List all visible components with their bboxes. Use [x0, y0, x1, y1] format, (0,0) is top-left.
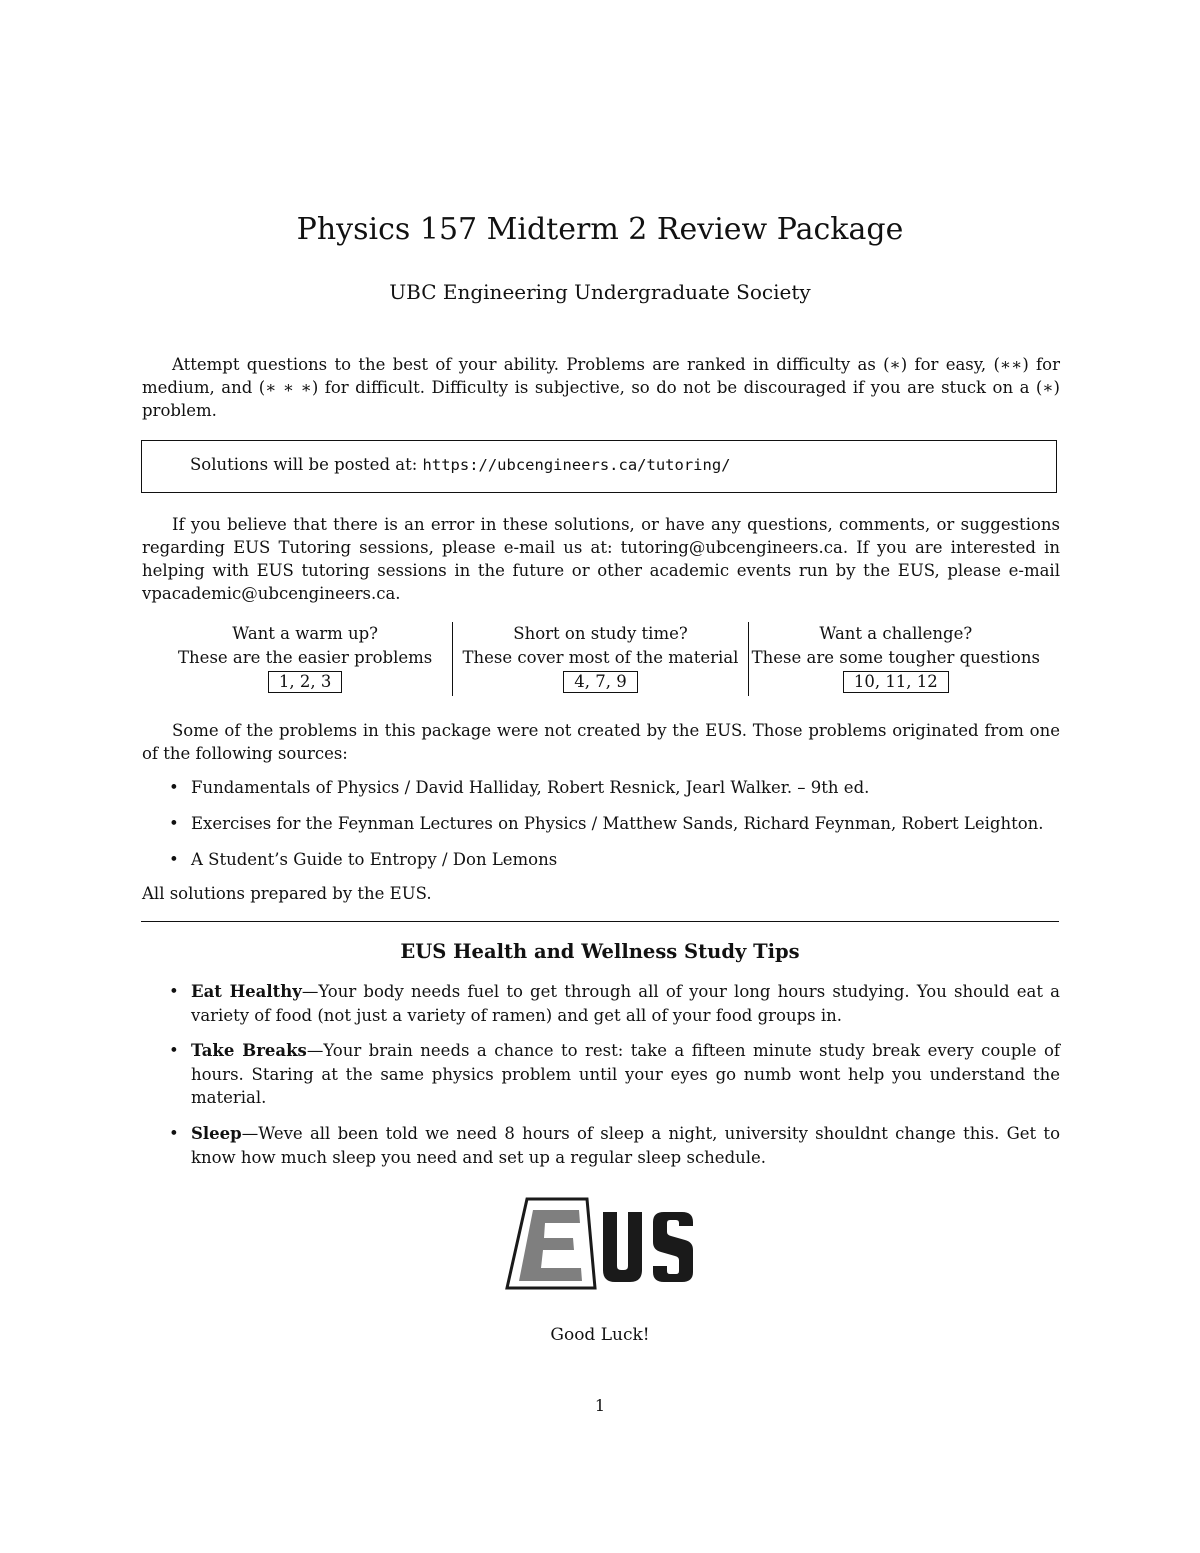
tip-title: Sleep [191, 1124, 242, 1143]
solutions-box [141, 440, 1057, 493]
tip-title: Take Breaks [191, 1041, 307, 1060]
difficulty-table [158, 622, 1043, 696]
difficulty-description: These cover most of the material [462, 648, 739, 667]
list-item [166, 812, 1044, 848]
problem-numbers-box: 4, 7, 9 [563, 671, 637, 693]
closing-text: Good Luck! [550, 1325, 650, 1345]
solutions-url[interactable]: https://ubcengineers.ca/tutoring/ [422, 456, 731, 474]
page-number: 1 [594, 1396, 606, 1415]
difficulty-question: Short on study time? [513, 624, 688, 643]
solutions-prefix: Solutions will be posted at: [190, 455, 423, 474]
tip-title: Eat Healthy [191, 982, 302, 1001]
sources-footer: All solutions prepared by the EUS. [142, 884, 432, 903]
logo-letter-s [653, 1212, 693, 1282]
sources-intro: Some of the problems in this package were not created by the EUS. Those problems originated from one of the following sources: [142, 721, 1060, 763]
source-text: Exercises for the Feynman Lectures on Physics / Matthew Sands, Richard Feynman, Robert Leighton. [191, 814, 1044, 833]
source-text: Fundamentals of Physics / David Halliday, Robert Resnick, Jearl Walker. – 9th ed. [191, 778, 870, 797]
list-item [166, 776, 1044, 812]
list-item [166, 980, 1060, 1027]
bullet-icon: • [169, 1124, 179, 1143]
tip-text: —Weve all been told we need 8 hours of sleep a night, university shouldnt change this. Get to know how much sleep you need and set up a regular sleep schedule. [191, 1124, 1060, 1167]
tip-text: —Your brain needs a chance to rest: take a fifteen minute study break every couple of hours. Staring at the same physics problem until your eyes go numb wont help you understand the material. [191, 1041, 1060, 1107]
tip-text: —Your body needs fuel to get through all of your long hours studying. You should eat a variety of food (not just a variety of ramen) and get all of your food groups in. [191, 982, 1060, 1025]
contact-paragraph: If you believe that there is an error in these solutions, or have any questions, comments, or suggestions regarding EUS Tutoring sessions, please e-mail us at: tutoring@ubcengineers.ca. If you are interested in helping with EUS tutoring sessions in the future or other academic events run by the EUS, please e-mail vpacademic@ubcengineers.ca. [142, 515, 1060, 603]
wellness-heading: EUS Health and Wellness Study Tips [400, 940, 800, 963]
problem-numbers-box: 10, 11, 12 [843, 671, 949, 693]
intro-paragraph: Attempt questions to the best of your ability. Problems are ranked in difficulty as (∗) for easy, (∗∗) for medium, and (∗ ∗ ∗) for difficult. Difficulty is subjective, so do not be discouraged if you are stuck on a (∗) problem. [142, 355, 1060, 420]
bullet-icon: • [169, 850, 179, 869]
eus-logo [505, 1196, 697, 1292]
difficulty-question: Want a warm up? [232, 624, 379, 643]
difficulty-description: These are some tougher questions [751, 648, 1040, 667]
document-title: Physics 157 Midterm 2 Review Package [296, 212, 904, 247]
logo-letter-u [603, 1212, 642, 1282]
difficulty-description: These are the easier problems [178, 648, 433, 667]
list-item [166, 1122, 1060, 1169]
sources-list [166, 776, 1044, 884]
bullet-icon: • [169, 814, 179, 833]
bullet-icon: • [169, 982, 179, 1001]
bullet-icon: • [169, 1041, 179, 1060]
list-item [166, 848, 1044, 884]
difficulty-column-warmup [158, 622, 452, 696]
problem-numbers-box: 1, 2, 3 [268, 671, 342, 693]
solutions-notice [190, 455, 730, 474]
difficulty-question: Want a challenge? [819, 624, 973, 643]
section-divider [141, 921, 1059, 922]
difficulty-column-short-time [452, 622, 747, 696]
document-subtitle: UBC Engineering Undergraduate Society [389, 280, 811, 304]
difficulty-column-challenge [748, 622, 1043, 696]
source-text: A Student’s Guide to Entropy / Don Lemons [191, 850, 558, 869]
list-item [166, 1039, 1060, 1110]
bullet-icon: • [169, 778, 179, 797]
